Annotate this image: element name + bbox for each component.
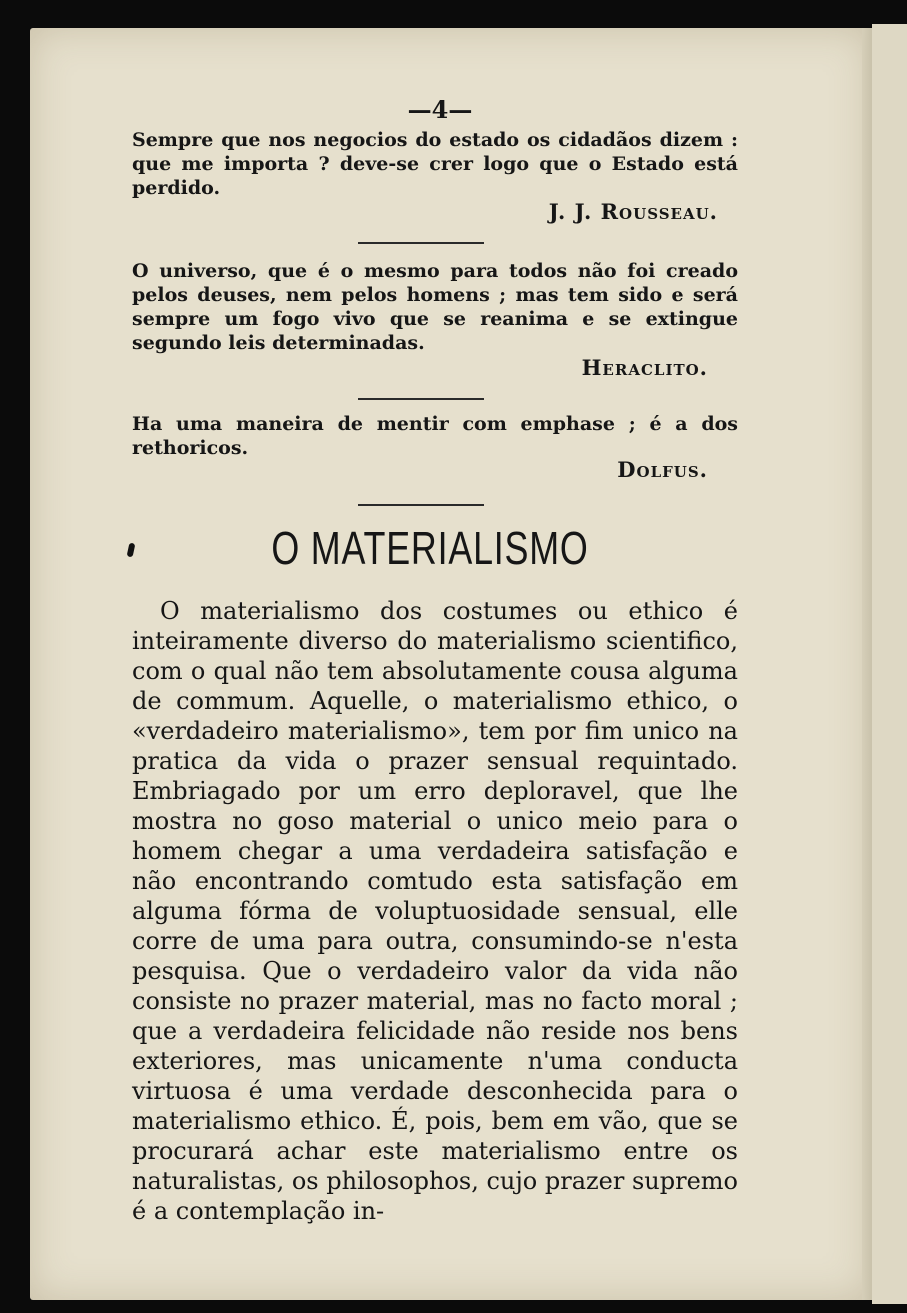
quote-3-author: Dolfus. bbox=[617, 457, 708, 482]
section-title: O MATERIALISMO bbox=[271, 522, 589, 574]
quote-1-author: J. J. Rousseau. bbox=[548, 199, 718, 224]
quote-1-text: Sempre que nos negocios do estado os cidadãos dizem : que me importa ? deve-se crer logo que o Estado está perdido. bbox=[132, 129, 738, 199]
quote-2-author: Heraclito. bbox=[581, 355, 708, 380]
quote-3-text: Ha uma maneira de mentir com emphase ; é a dos rethoricos. bbox=[132, 413, 738, 459]
quote-2-text: O universo, que é o mesmo para todos não foi creado pelos deuses, nem pelos homens ; mas tem sido e será sempre um fogo vivo que se reanima e se extingue segundo leis determinadas. bbox=[132, 260, 738, 354]
next-page-edge bbox=[872, 24, 907, 1304]
divider-3 bbox=[358, 504, 484, 506]
page-fold bbox=[862, 28, 872, 1300]
page-number: —4— bbox=[407, 95, 473, 124]
divider-1 bbox=[358, 242, 484, 244]
divider-2 bbox=[358, 398, 484, 400]
body-paragraph: O materialismo dos costumes ou ethico é inteiramente diverso do materialismo scientifico, com o qual não tem absolutamente cousa alguma de commum. Aquelle, o materialismo ethico, o «verdadeiro materialismo», tem por fim unico na pratica da vida o prazer sensual requintado. Embriagado por um erro deploravel, que lhe mostra no goso material o unico meio para o homem chegar a uma verdadeira satisfação e não encontrando comtudo esta satisfação em alguma fórma de voluptuosidade sensual, elle corre de uma para outra, consumindo-se n'esta pesquisa. Que o verdadeiro valor da vida não consiste no prazer material, mas no facto moral ; que a verdadeira felicidade não reside nos bens exteriores, mas unicamente n'uma conducta virtuosa é uma verdade desconhecida para o materialismo ethico. É, pois, bem em vão, que se procurará achar este materialismo entre os naturalistas, os philosophos, cujo prazer supremo é a contemplação in- bbox=[132, 597, 738, 1225]
